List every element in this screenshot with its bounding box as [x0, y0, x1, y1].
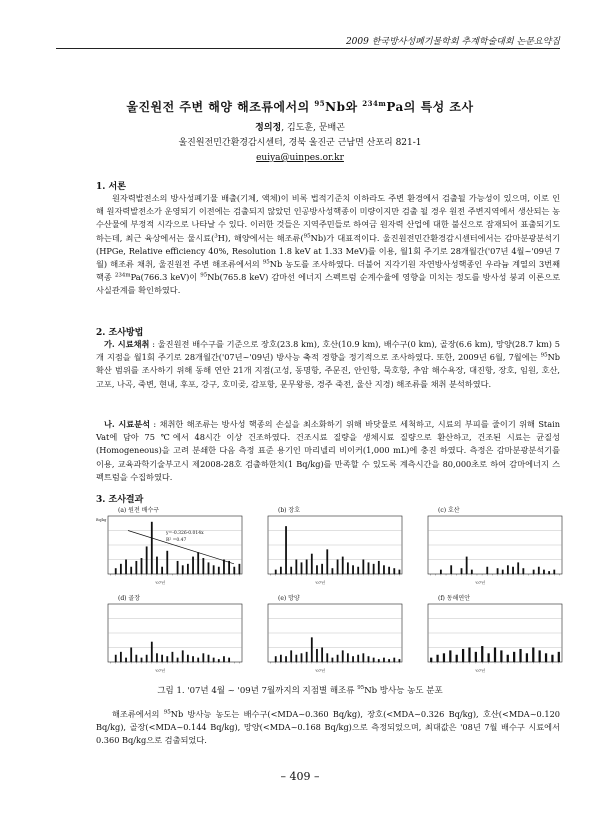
method-analysis-paragraph: 나. 시료분석 : 채취한 해조류는 방사성 핵종의 손실을 최소화하기 위해 바닷물로 세척하고, 시료의 부피를 줄이기 위해 Stain Vat에 담아 75 ℃에서 48시간 이상 건조하였다. 건조시료 질량을 생체시료 질량으로 환산하고, 건조된 시료는 균질성(Homogeneous)을 고려 분쇄한 다음 측정 표준 용기인 마리넬리 비이커(1,000 mL)에 충진 하였다. 측정은 감마분광분석기를 이용, 교육과학기술부고시 제2008-28호 검출하한치(1 Bq/kg)를 만족할 수 있도록 계측시간을 80,000초로 하여 감마에너지 스펙트럼을 수집하였다.	[96, 419, 560, 482]
bar	[213, 565, 215, 574]
bar	[466, 557, 468, 574]
bar	[352, 656, 354, 662]
x-axis-year-label: '07년	[315, 668, 326, 673]
intro-heading: 1. 서론	[96, 182, 126, 192]
bar	[388, 567, 390, 574]
bar	[352, 565, 354, 574]
bar	[543, 570, 545, 574]
bar	[538, 567, 540, 574]
x-axis-year-label: '07년	[475, 668, 486, 673]
title-mid: 와	[345, 100, 363, 114]
bar	[218, 659, 220, 662]
chart-title-c: (c) 호산	[438, 507, 460, 514]
conference-header: 2009 한국방사성폐기물학회 추계학술대회 논문요약집	[345, 37, 560, 47]
bar	[182, 565, 184, 574]
bar	[285, 526, 287, 574]
bar	[461, 568, 463, 574]
chart-svg-b	[256, 512, 406, 587]
bar	[494, 648, 496, 663]
bar	[378, 659, 380, 662]
bar	[202, 653, 204, 662]
bar	[373, 564, 375, 574]
x-axis-year-label: '07년	[475, 580, 486, 585]
bar	[399, 570, 401, 574]
bar	[342, 557, 344, 574]
bar	[197, 552, 199, 574]
chart-svg-c	[416, 512, 566, 587]
bar	[316, 565, 318, 574]
bar	[125, 658, 127, 662]
chart-title-d: (d) 골장	[118, 595, 141, 602]
bar	[166, 551, 168, 574]
chart-panel-e	[256, 593, 406, 675]
bar	[475, 652, 477, 662]
bar	[532, 648, 534, 663]
bar	[362, 653, 364, 662]
bar	[443, 653, 445, 662]
bar	[558, 652, 560, 662]
chart-panel-c	[416, 505, 566, 587]
bar	[202, 558, 204, 574]
bar	[553, 570, 555, 574]
chart-panel-d	[96, 593, 246, 675]
bar	[301, 562, 303, 574]
bar	[141, 658, 143, 662]
x-axis-year-label: '07년	[315, 580, 326, 585]
bar	[326, 653, 328, 662]
bar	[275, 656, 277, 662]
bar	[115, 568, 117, 574]
trend-annotation: R² =0.47	[166, 538, 187, 543]
bar	[357, 567, 359, 574]
chart-panel-a	[96, 505, 246, 587]
chart-svg-a	[96, 512, 246, 587]
bar	[362, 560, 364, 575]
bar	[450, 565, 452, 574]
bar	[228, 561, 230, 574]
bar	[146, 655, 148, 662]
bar	[488, 653, 490, 662]
bar	[393, 658, 395, 662]
bar	[161, 655, 163, 662]
bar	[497, 568, 499, 574]
bar	[295, 560, 297, 575]
bar	[512, 567, 514, 574]
results-paragraph: 해조류에서의 $^{95}$Nb 방사능 농도는 배수구(<MDA~0.360 Bq/kg), 장호(<MDA~0.326 Bq/kg), 호산(<MDA~0.120 Bq/kg), 골장(<MDA~0.144 Bq/kg), 망양(<MDA~0.168 Bq/kg)으로 측정되었으며, 최대값은 '08년 7월 배수구 시료에서 0.360 Bq/kg으로 검출되었다.	[96, 709, 560, 746]
chart-panel-f	[416, 593, 566, 675]
bar	[522, 568, 524, 574]
bar	[182, 650, 184, 662]
bar	[280, 655, 282, 662]
bar	[239, 564, 241, 574]
bar	[507, 655, 509, 662]
title-iso1-sym: Nb	[325, 100, 346, 114]
bar	[301, 653, 303, 662]
chart-svg-e	[256, 600, 406, 675]
bar	[545, 653, 547, 662]
bar	[347, 562, 349, 574]
bar	[502, 570, 504, 574]
bar	[373, 658, 375, 662]
bar	[507, 565, 509, 574]
bar	[295, 655, 297, 662]
bar	[280, 567, 282, 574]
chart-title-a: (a) 원전 배수구	[118, 507, 160, 514]
bar	[275, 570, 277, 574]
page-number: – 409 –	[280, 770, 320, 783]
bar	[551, 655, 553, 662]
chart-title-f: (f) 동해연안	[438, 595, 470, 602]
bar	[486, 567, 488, 574]
bar	[517, 562, 519, 574]
bar	[548, 571, 550, 574]
bar	[368, 656, 370, 662]
bar	[166, 656, 168, 662]
bar	[337, 560, 339, 575]
lead-author: 정의정	[255, 123, 282, 133]
bar	[337, 655, 339, 662]
bar	[233, 567, 235, 574]
bar	[306, 560, 308, 575]
bar	[228, 658, 230, 662]
bar	[130, 648, 132, 663]
title-post: 의 특성 조사	[403, 100, 474, 114]
bar	[192, 557, 194, 574]
chart-svg-d	[96, 600, 246, 675]
bar	[533, 570, 535, 574]
bar	[321, 564, 323, 574]
bar	[311, 554, 313, 574]
bar	[321, 648, 323, 663]
bar	[141, 558, 143, 574]
bar	[311, 637, 313, 662]
bar	[208, 562, 210, 574]
method-sampling-paragraph: 가. 시료채취 : 울진원전 배수구를 기준으로 장호(23.8 km), 호산(10.9 km), 배수구(0 km), 골장(6.6 km), 망양(28.7 km) 5개 지점을 월1회 주기로 28개월간('07년~'09년) 방사능 축적 경향을 정기적으로 조사하였다. 또한, 2009년 6월, 7월에는 $^{95}$Nb 확산 범위를 조사하기 위해 동해 연안 21개 지점(고성, 동명항, 주문진, 안인항, 묵호항, 추암 해수욕장, 대진항, 장호, 임원, 호산, 고포, 나곡, 죽변, 현내, 후포, 강구, 호미곶, 감포항, 문무왕릉, 경주 죽전, 울산 지경) 해조류를 채취 분석하였다.	[96, 339, 560, 389]
bar	[513, 652, 515, 662]
bar	[440, 570, 442, 574]
author-email[interactable]: euiya@uinpes.or.kr	[256, 153, 344, 163]
bar	[218, 567, 220, 574]
bar	[399, 659, 401, 662]
bar	[161, 567, 163, 574]
bar	[156, 653, 158, 662]
bar	[213, 658, 215, 662]
title-pre: 울진원전 주변 해양 해조류에서의	[126, 100, 315, 114]
bar	[223, 656, 225, 662]
bar	[135, 561, 137, 574]
author-block	[0, 121, 600, 166]
chart-title-e: (e) 망양	[278, 595, 300, 602]
bar	[430, 658, 432, 662]
bar	[383, 565, 385, 574]
bar	[481, 646, 483, 662]
bar	[177, 561, 179, 574]
method-heading: 2. 조사방법	[96, 328, 144, 338]
bar	[290, 650, 292, 662]
bar	[436, 655, 438, 662]
bar	[326, 549, 328, 574]
title-iso1-mass: 95	[314, 99, 326, 108]
bar	[393, 568, 395, 574]
bar	[462, 649, 464, 662]
results-heading: 3. 조사결과	[96, 495, 144, 505]
bar	[332, 568, 334, 574]
figure-caption: 그림 1. '07년 4월 ~ '09년 7월까지의 지점별 해조류 $^{95}$Nb 방사능 농도 분포	[157, 685, 443, 696]
bar	[130, 567, 132, 574]
intro-paragraph: 원자력발전소의 방사성폐기물 배출(기체, 액체)이 비록 법적기준치 이하라도 주변 환경에서 검출될 가능성이 있으며, 이로 인해 원자력발전소가 운영되기 이전에는 검출되지 않았던 인공방사성핵종이 미량이지만 검출 될 경우 원전 주변지역에서 생산되는 농수산물에 부정적 시각으로 나타날 수 있다. 이러한 것들은 지역주민들로 하여금 원자력 산업에 대한 불신으로 잠재되어 표출되기도 하는데, 최근 육상에서는 물시료($^3$H), 해양에서는 해조류($^{95}$Nb)가 대표적이다. 울진원전민간환경감시센터에서는 감마분광분석기(HPGe, Relative efficiency 40%, Resolution 1.8 keV at 1.33 MeV)를 이용, 월1회 주기로 28개월간('07년 4월~'09년 7월) 해조류 채취, 울진원전 주변 해조류에서의 $^{95}$Nb 농도를 조사하였다. 더불어 지각기원 자연방사성핵종인 우라늄 계열의 3번째 핵종 $^{234m}$Pa(766.3 keV)이 $^{95}$Nb(765.8 keV) 감마선 에너지 스펙트럼 순계수율에 영향을 미치는 정도를 방사성 붕괴 이론으로 사실관계를 확인하였다.	[96, 193, 561, 296]
bar	[115, 655, 117, 662]
header-rule	[56, 48, 560, 49]
bar	[500, 650, 502, 662]
bar	[526, 653, 528, 662]
bar	[285, 656, 287, 662]
bar	[316, 649, 318, 662]
paper-title	[0, 98, 600, 115]
bar	[388, 659, 390, 662]
bar	[156, 557, 158, 574]
title-iso2-sym: Pa	[386, 100, 404, 114]
chart-svg-f	[416, 600, 566, 675]
bar	[187, 655, 189, 662]
bar	[378, 561, 380, 574]
bar	[306, 652, 308, 662]
chart-title-b: (b) 장호	[278, 507, 301, 514]
bar	[177, 658, 179, 662]
trend-annotation: y=-0.326-0.014x	[166, 531, 204, 536]
bar	[146, 546, 148, 574]
y-unit-label: Bq/kg	[96, 518, 107, 522]
bar	[172, 652, 174, 662]
bar	[383, 658, 385, 662]
bar	[357, 655, 359, 662]
bar	[456, 655, 458, 662]
figure-1	[96, 505, 566, 677]
bar	[539, 650, 541, 662]
bar	[135, 655, 137, 662]
bar	[290, 567, 292, 574]
bar	[192, 656, 194, 662]
bar	[449, 650, 451, 662]
chart-panel-b	[256, 505, 406, 587]
bar	[342, 650, 344, 662]
x-axis-year-label: '07년	[155, 580, 166, 585]
bar	[208, 655, 210, 662]
bar	[151, 642, 153, 662]
bar	[125, 560, 127, 575]
bar	[151, 522, 153, 574]
co-authors: , 김도훈, 문배곤	[281, 123, 345, 133]
bar	[347, 653, 349, 662]
title-iso2-mass: 234m	[362, 99, 387, 108]
affiliation: 울진원전민간환경감시센터, 경북 울진군 근남면 산포리 821-1	[178, 138, 422, 148]
bar	[120, 652, 122, 662]
bar	[468, 648, 470, 663]
x-axis-year-label: '07년	[155, 668, 166, 673]
bar	[187, 564, 189, 574]
bar	[471, 570, 473, 574]
bar	[197, 658, 199, 662]
bar	[120, 564, 122, 574]
bar	[223, 560, 225, 575]
bar	[368, 562, 370, 574]
bar	[519, 649, 521, 662]
bar	[332, 658, 334, 662]
